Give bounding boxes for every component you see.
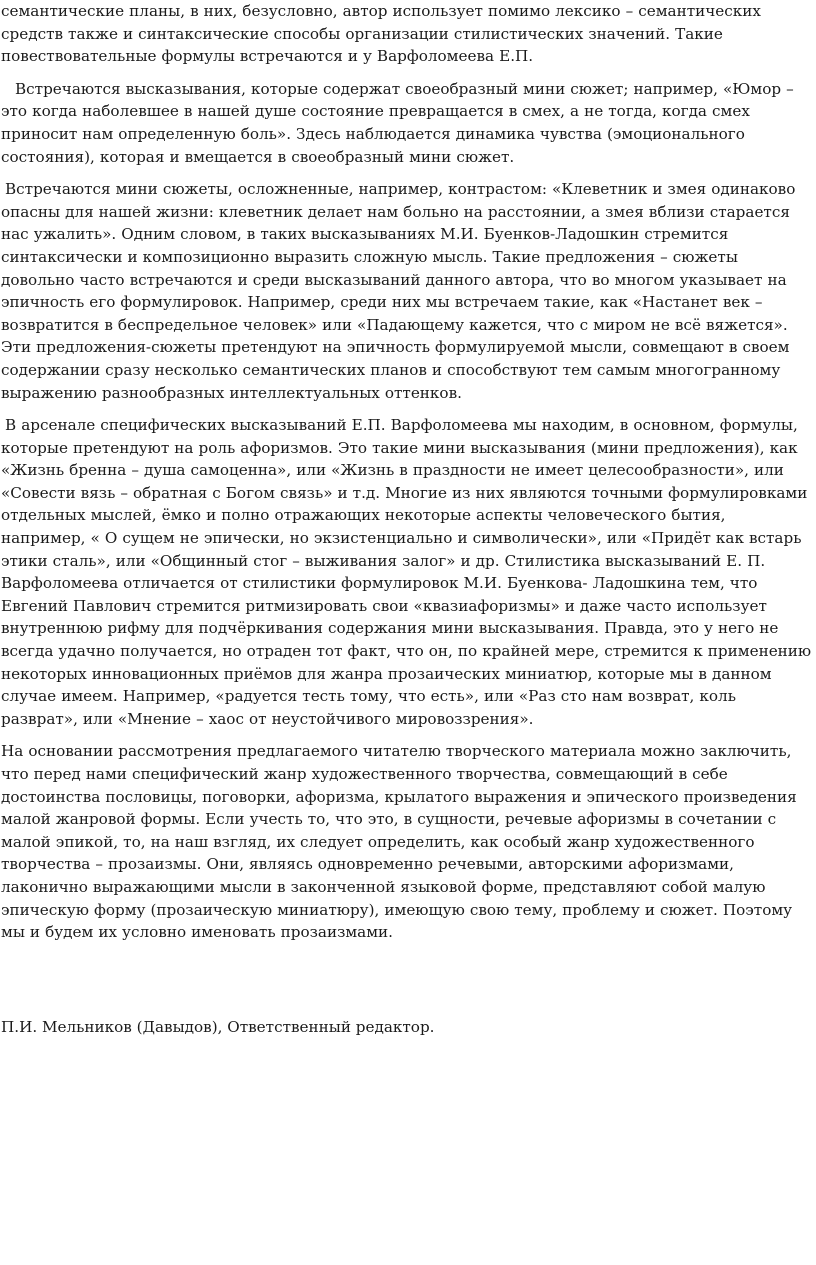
paragraph-5: На основании рассмотрения предлагаемого читателю творческого материала можно заключить, что перед нами специфический жанр художественного творчества, совмещающий в себе достоинства пословицы, поговорки, афоризма, крылатого выражения и эпического произведения малой жанровой формы. Если учесть то, что это, в сущности, речевые афоризмы в сочетании с малой эпикой, то, на наш взгляд, их следует определить, как особый жанр художественного творчества – прозаизмы. Они, являясь одновременно речевыми, авторскими афоризмами, лаконично выражающими мысли в законченной языковой форме, представляют собой малую эпическую форму (прозаическую миниатюру), имеющую свою тему, проблему и сюжет. Поэтому мы и будем их условно именовать прозаизмами. bbox=[1, 742, 797, 942]
paragraph-1: семантические планы, в них, безусловно, автор использует помимо лексико – семантических средств также и синтаксические способы организации стилистических значений. Такие повествовательные формулы встречаются и у Варфоломеева Е.П. bbox=[1, 2, 761, 66]
paragraph-2: Встречаются высказывания, которые содержат своеобразный мини сюжет; например, «Юмор – это когда наболевшее в нашей душе состояние превращается в смех, а не тогда, когда смех приносит нам определенную боль». Здесь наблюдается динамика чувства (эмоционального состояния), которая и вмещается в своеобразный мини сюжет. bbox=[1, 79, 794, 166]
paragraph-4: В арсенале специфических высказываний Е.П. Варфоломеева мы находим, в основном, формулы, которые претендуют на роль афоризмов. Это такие мини высказывания (мини предложения), как «Жизнь бренна – душа самоценна», или «Жизнь в праздности не имеет целесообразности», или «Совести вязь – обратная с Богом связь» и т.д. Многие из них являются точными формулировками отдельных мыслей, ёмко и полно отражающих некоторые аспекты человеческого бытия, например, « О сущем не эпически, но экзистенциально и символически», или «Придёт как встарь этики сталь», или «Общинный стог – выживания залог» и др. Стилистика высказываний Е. П. Варфоломеева отличается от стилистики формулировок М.И. Буенкова- Ладошкина тем, что Евгений Павлович стремится ритмизировать свои «квазиафоризмы» и даже часто использует внутреннюю рифму для подчёркивания содержания мини высказывания. Правда, это у него не всегда удачно получается, но отраден тот факт, что он, по крайней мере, стремится к применению некоторых инновационных приёмов для жанра прозаических миниатюр, которые мы в данном случае имеем. Например, «радуется тесть тому, что есть», или «Раз сто нам возврат, коль разврат», или «Мнение – хаос от неустойчивого мировоззрения». bbox=[1, 416, 812, 728]
section-spacer bbox=[1, 954, 812, 1016]
paragraph-3: Встречаются мини сюжеты, осложненные, например, контрастом: «Клеветник и змея одинаково опасны для нашей жизни: клеветник делает нам больно на расстоянии, а змея вблизи старается нас ужалить». Одним словом, в таких высказываниях М.И. Буенков-Ладошкин стремится синтаксически и композиционно выразить сложную мысль. Такие предложения – сюжеты довольно часто встречаются и среди высказываний данного автора, что во многом указывает на эпичность его формулировок. Например, среди них мы встречаем такие, как «Настанет век – возвратится в беспредельное человек» или «Падающему кажется, что с миром не всё вяжется». Эти предложения-сюжеты претендуют на эпичность формулируемой мысли, совмещают в своем содержании сразу несколько семантических планов и способствуют тем самым многогранному выражению разнообразных интеллектуальных оттенков. bbox=[1, 180, 796, 402]
editor-signature: П.И. Мельников (Давыдов), Ответственный редактор. bbox=[1, 1017, 435, 1036]
